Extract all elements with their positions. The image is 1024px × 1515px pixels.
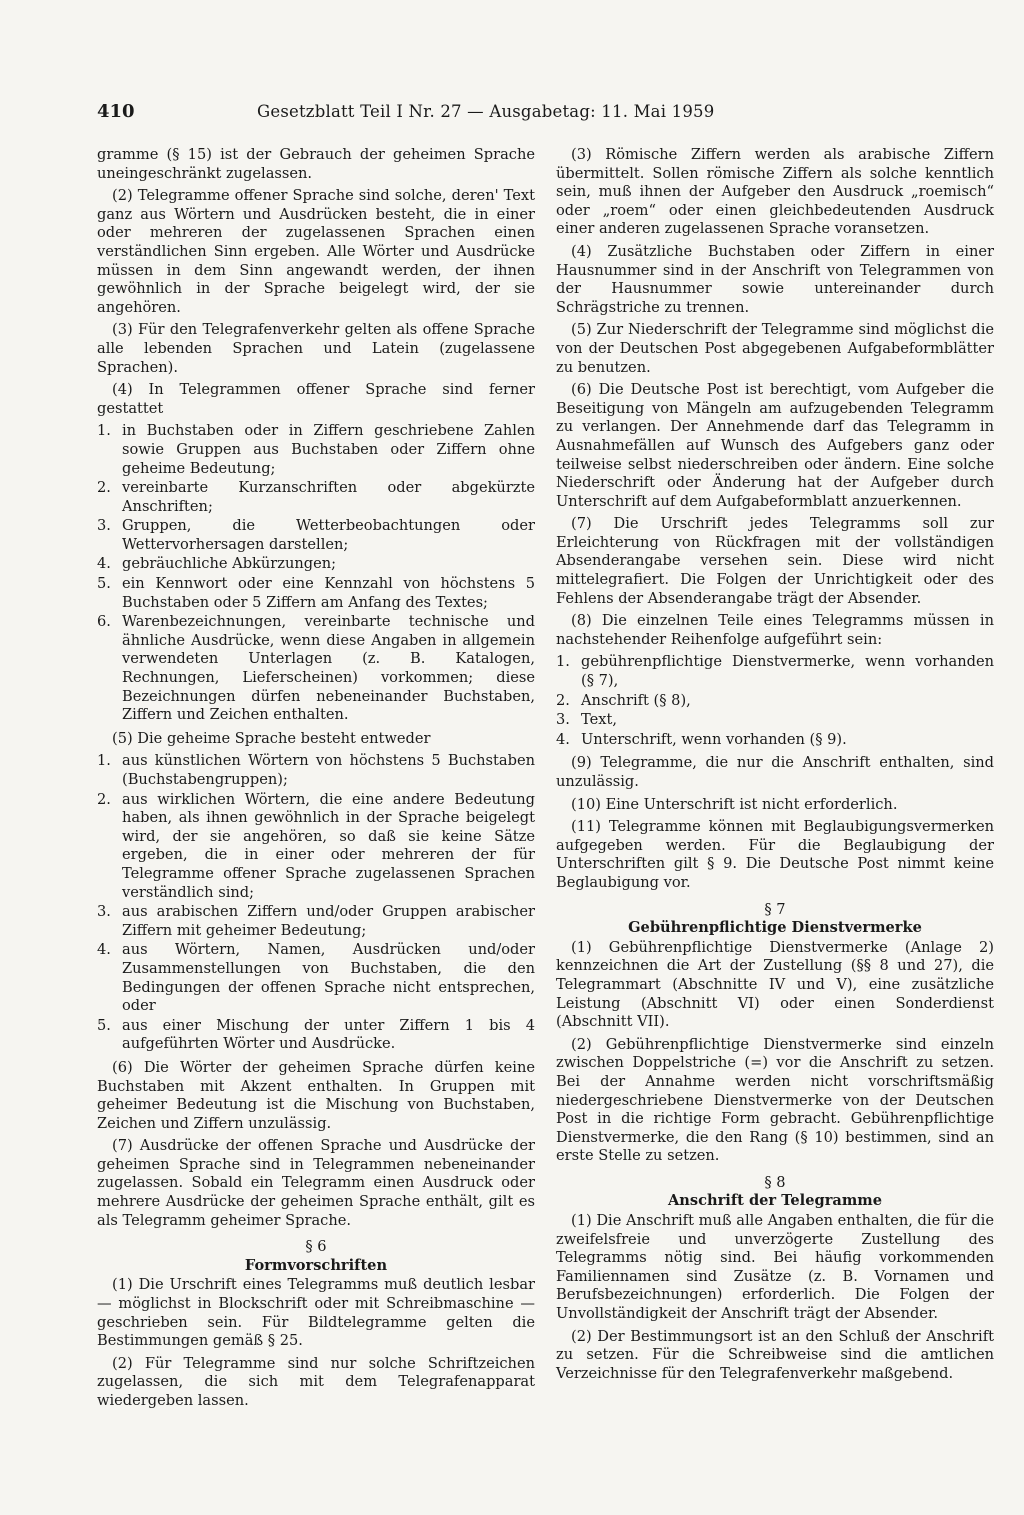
list-item: 4. aus Wörtern, Namen, Ausdrücken und/oder Zusammenstellungen von Buchstaben, die den Bedingungen der offenen Sprache nicht entsprechen, oder	[97, 941, 535, 1015]
paragraph: (5) Die geheime Sprache besteht entweder	[112, 729, 431, 747]
list-item: 2. Anschrift (§ 8),	[556, 691, 691, 709]
paragraph: (1) Die Urschrift eines Telegramms muß deutlich lesbar — möglichst in Blockschrift oder mit Schreibmaschine — geschrieben sein. Für Bildtelegramme gelten die Bestimmungen gemäß § 25.	[97, 1276, 535, 1350]
list-item: 2. vereinbarte Kurzanschriften oder abgekürzte Anschriften;	[97, 479, 535, 515]
paragraph: (9) Telegramme, die nur die Anschrift enthalten, sind unzulässig.	[556, 754, 994, 790]
list-item: 3. Text,	[556, 711, 617, 729]
paragraph: (3) Für den Telegrafenverkehr gelten als offene Sprache alle lebenden Sprachen und Latein (zugelassene Sprachen).	[97, 321, 535, 376]
list-secret-language	[97, 752, 535, 1054]
paragraph: (1) Die Anschrift muß alle Angaben enthalten, die für die zweifelsfreie und unverzögerte Zustellung des Telegramms nötig sind. Bei häufig vorkommenden Familiennamen sind Zusätze (z. B. Vornamen und Berufsbezeichnungen) erforderlich. Die Folgen der Unvollständigkeit der Anschrift trägt der Absender.	[556, 1212, 994, 1323]
paragraph: (6) Die Deutsche Post ist berechtigt, vom Aufgeber die Beseitigung von Mängeln am aufzugebenden Telegramm zu verlangen. Der Annehmende darf das Telegramm in Ausnahmefällen auf Wunsch des Aufgebers ganz oder teilweise selbst niederschreiben oder ändern. Eine solche Niederschrift oder Änderung hat der Aufgeber durch Unterschrift auf dem Aufgabeformblatt anzuerkennen.	[556, 381, 994, 510]
right-column	[556, 146, 994, 1387]
section-title: Anschrift der Telegramme	[667, 1192, 883, 1210]
paragraph: gramme (§ 15) ist der Gebrauch der geheimen Sprache uneingeschränkt zugelassen.	[97, 146, 535, 182]
list-item: 1. aus künstlichen Wörtern von höchstens 5 Buchstaben (Buchstabengruppen);	[97, 752, 535, 788]
section-number: § 8	[764, 1173, 786, 1191]
paragraph: (4) Zusätzliche Buchstaben oder Ziffern in einer Hausnummer sind in der Anschrift von Telegrammen von der Hausnummer sowie untereinander durch Schrägstriche zu trennen.	[556, 242, 994, 316]
list-item: 4. gebräuchliche Abkürzungen;	[97, 555, 337, 573]
paragraph: (2) Telegramme offener Sprache sind solche, deren' Text ganz aus Wörtern und Ausdrücken besteht, die in einer oder mehreren der zugelassenen Sprachen einen verständlichen Sinn ergeben. Alle Wörter und Ausdrücke müssen in dem Sinn angewandt werden, der ihnen gewöhnlich in der Sprache beigelegt wird, der sie angehören.	[97, 187, 535, 316]
paragraph: (5) Zur Niederschrift der Telegramme sind möglichst die von der Deutschen Post abgegebenen Aufgabeformblätter zu benutzen.	[556, 321, 994, 376]
list-open-language	[97, 422, 535, 725]
paragraph: (2) Für Telegramme sind nur solche Schriftzeichen zugelassen, die sich mit dem Telegrafenapparat wiedergeben lassen.	[97, 1354, 535, 1409]
list-item: 1. in Buchstaben oder in Ziffern geschriebene Zahlen sowie Gruppen aus Buchstaben oder Ziffern ohne geheime Bedeutung;	[97, 422, 535, 477]
left-column	[97, 146, 535, 1415]
list-item: 2. aus wirklichen Wörtern, die eine andere Bedeutung haben, als ihnen gewöhnlich in der Sprache beigelegt wird, der sie angehören, so daß sie keine Sätze ergeben, die in einer oder mehreren der für Telegramme offener Sprache zugelassenen Sprachen verständlich sind;	[97, 790, 535, 901]
list-telegram-parts	[556, 653, 994, 749]
section-number: § 6	[305, 1238, 327, 1256]
paragraph: (10) Eine Unterschrift ist nicht erforderlich.	[571, 795, 898, 813]
paragraph: (7) Die Urschrift jedes Telegramms soll zur Erleichterung von Rückfragen mit der vollständigen Absenderangabe versehen sein. Diese wird nicht mittelegrafiert. Die Folgen der Unrichtigkeit oder des Fehlens der Absenderangabe trägt der Absender.	[556, 515, 994, 607]
list-item: 3. aus arabischen Ziffern und/oder Gruppen arabischer Ziffern mit geheimer Bedeutung;	[97, 903, 535, 939]
section-number: § 7	[764, 900, 786, 918]
page-number: 410	[97, 101, 135, 122]
list-item: 3. Gruppen, die Wetterbeobachtungen oder Wettervorhersagen darstellen;	[97, 517, 535, 553]
list-item: 6. Warenbezeichnungen, vereinbarte technische und ähnliche Ausdrücke, wenn diese Angaben in allgemein verwendeten Unterlagen (z. B. Katalogen, Rechnungen, Lieferscheinen) vorkommen; diese Bezeichnungen dürfen nebeneinander Buchstaben, Ziffern und Zeichen enthalten.	[97, 613, 535, 724]
list-item: 5. aus einer Mischung der unter Ziffern 1 bis 4 aufgeführten Wörter und Ausdrücke.	[97, 1016, 535, 1053]
list-item: 5. ein Kennwort oder eine Kennzahl von höchstens 5 Buchstaben oder 5 Ziffern am Anfang des Textes;	[97, 575, 535, 611]
paragraph: (1) Gebührenpflichtige Dienstvermerke (Anlage 2) kennzeichnen die Art der Zustellung (§§ 8 und 27), die Telegrammart (Abschnitte IV und V), eine zusätzliche Leistung (Abschnitt VI) oder einen Sonderdienst (Abschnitt VII).	[556, 938, 994, 1031]
page-header	[97, 101, 787, 127]
running-title: Gesetzblatt Teil I Nr. 27 — Ausgabetag: 11. Mai 1959	[257, 102, 715, 121]
paragraph: (2) Gebührenpflichtige Dienstvermerke sind einzeln zwischen Doppelstriche (=) vor die Anschrift zu setzen. Bei der Annahme werden nicht vorschriftsmäßig niedergeschriebene Dienstvermerke von der Deutschen Post in die richtige Form gebracht. Gebührenpflichtige Dienstvermerke, die den Rang (§ 10) bestimmen, sind an erste Stelle zu setzen.	[556, 1035, 994, 1165]
paragraph: (4) In Telegrammen offener Sprache sind ferner gestattet	[97, 381, 535, 417]
list-item: 1. gebührenpflichtige Dienstvermerke, wenn vorhanden (§ 7),	[556, 653, 994, 690]
section-title: Gebührenpflichtige Dienstvermerke	[628, 919, 922, 937]
paragraph: (11) Telegramme können mit Beglaubigungsvermerken aufgegeben werden. Für die Beglaubigung der Unterschriften gilt § 9. Die Deutsche Post nimmt keine Beglaubigung vor.	[556, 818, 994, 891]
paragraph: (2) Der Bestimmungsort ist an den Schluß der Anschrift zu setzen. Für die Schreibweise sind die amtlichen Verzeichnisse für den Telegrafenverkehr maßgebend.	[556, 1327, 994, 1382]
paragraph: (8) Die einzelnen Teile eines Telegramms müssen in nachstehender Reihenfolge aufgeführt sein:	[556, 612, 994, 648]
section-title: Formvorschriften	[244, 1256, 388, 1274]
list-item: 4. Unterschrift, wenn vorhanden (§ 9).	[556, 730, 847, 748]
paragraph: (6) Die Wörter der geheimen Sprache dürfen keine Buchstaben mit Akzent enthalten. In Gruppen mit geheimer Bedeutung ist die Mischung von Buchstaben, Zeichen und Ziffern unzulässig.	[97, 1058, 535, 1132]
paragraph: (7) Ausdrücke der offenen Sprache und Ausdrücke der geheimen Sprache sind in Telegrammen nebeneinander zugelassen. Sobald ein Telegramm einen Ausdruck oder mehrere Ausdrücke der geheimen Sprache enthält, gilt es als Telegramm geheimer Sprache.	[97, 1137, 535, 1229]
paragraph: (3) Römische Ziffern werden als arabische Ziffern übermittelt. Sollen römische Ziffern als solche kenntlich sein, muß ihnen der Aufgeber den Ausdruck „roemisch“ oder „roem“ oder einen gleichbedeutenden Ausdruck einer anderen zugelassenen Sprache voransetzen.	[556, 146, 994, 238]
